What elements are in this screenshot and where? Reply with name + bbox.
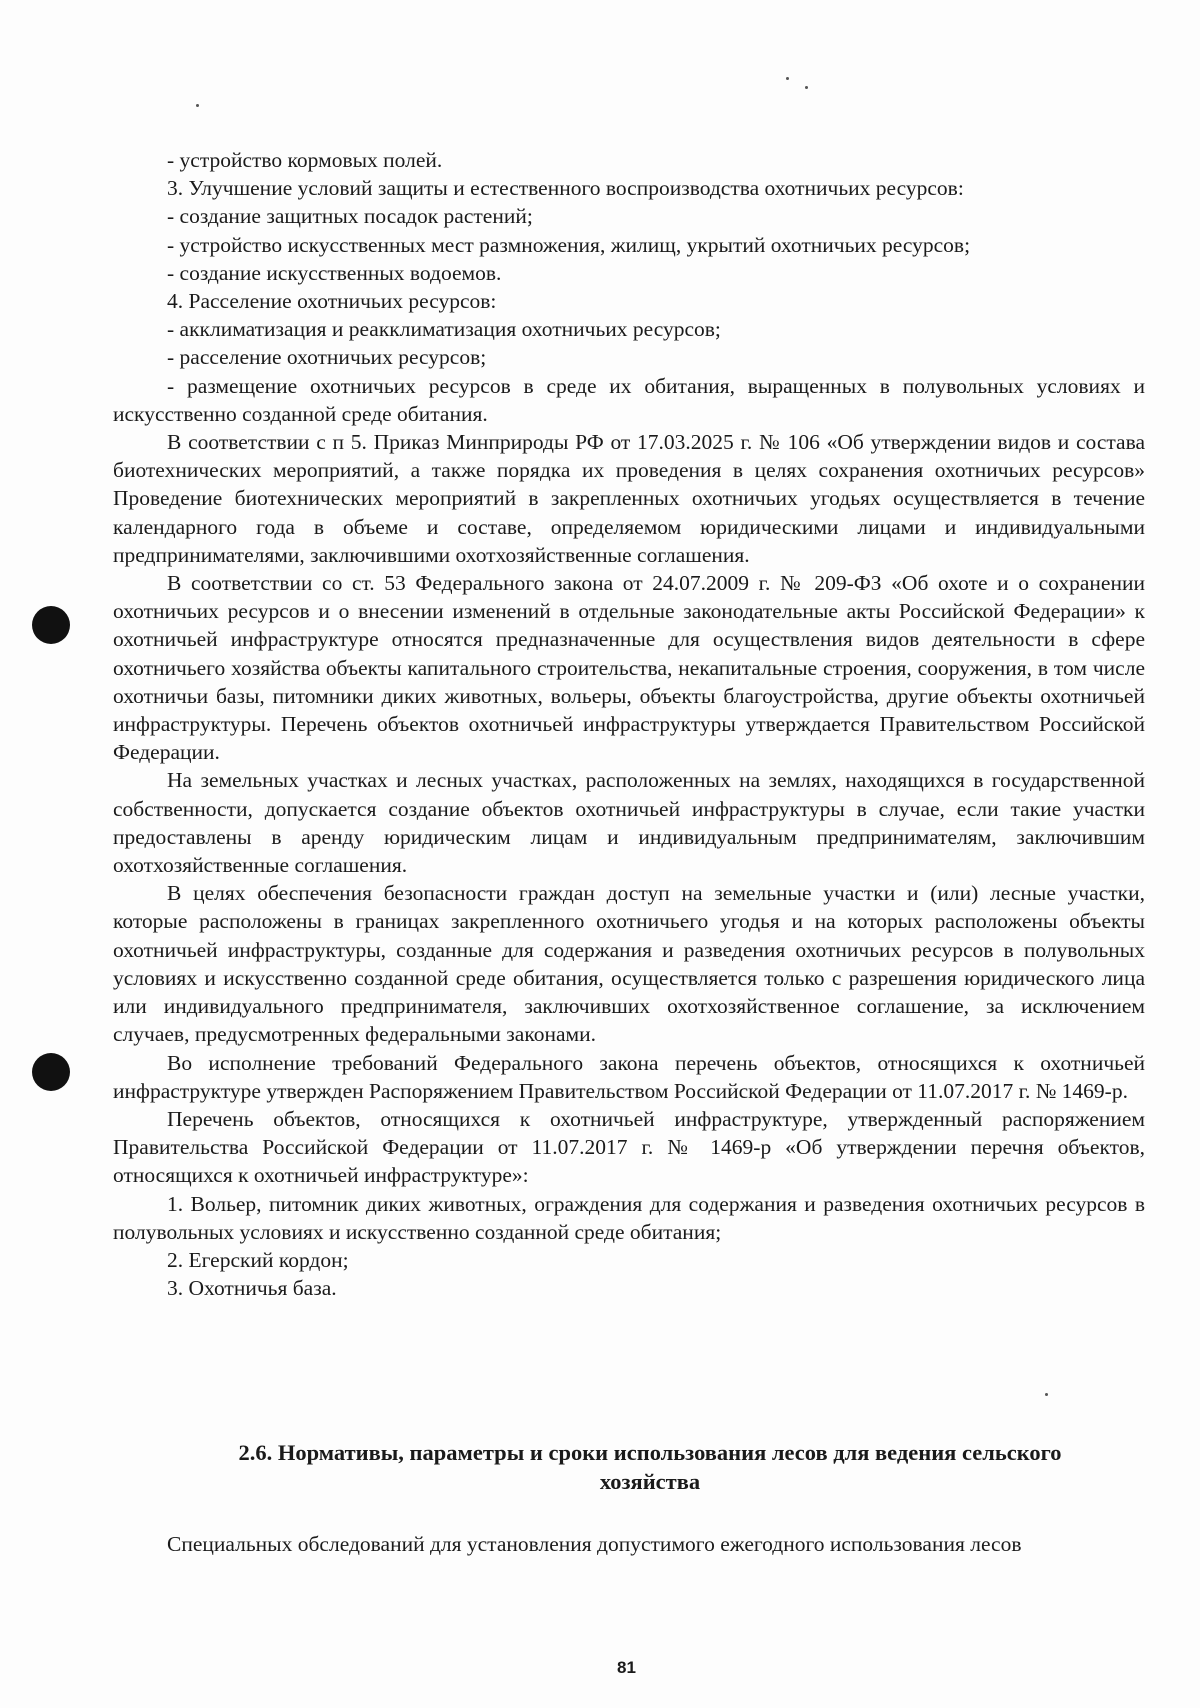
list-item: - устройство кормовых полей. xyxy=(167,148,443,172)
page-number: 81 xyxy=(617,1658,636,1677)
list-item: - расселение охотничьих ресурсов; xyxy=(167,345,487,370)
list-item: 2. Егерский кордон; xyxy=(167,1247,349,1272)
list-item: - размещение охотничьих ресурсов в среде их обитания, выращенных в полувольных условиях и искусственно созданной среде обитания. xyxy=(113,373,1145,426)
scan-speck xyxy=(786,77,789,80)
punch-hole xyxy=(32,1053,70,1091)
list-item: 1. Вольер, питомник диких животных, ограждения для содержания и разведения охотничьих ресурсов в полувольных условиях и искусственно созданной среде обитания; xyxy=(113,1191,1145,1244)
list-item: - акклиматизация и реакклиматизация охотничьих ресурсов; xyxy=(167,317,721,342)
paragraph: В соответствии со ст. 53 Федерального закона от 24.07.2009 г. № 209-ФЗ «Об охоте и о сохранении охотничьих ресурсов и о внесении изменений в отдельные законодательные акты Российской Федерации» к охотничьей инфраструктуре относятся предназначенные для осуществления видов деятельности в сфере охотничьего хозяйства объекты капитального строительства, некапитальные строения, сооружения, в том числе охотничьи базы, питомники диких животных, вольеры, объекты благоустройства, другие объекты охотничьей инфраструктуры. Перечень объектов охотничьей инфраструктуры утверждается Правительством Российской Федерации. xyxy=(113,571,1145,765)
paragraph: Во исполнение требований Федерального закона перечень объектов, относящихся к охотничьей инфраструктуре утвержден Распоряжением Правительством Российской Федерации от 11.07.2017 г. № 1469-р. xyxy=(113,1050,1145,1103)
scan-speck xyxy=(805,86,808,89)
paragraph: В целях обеспечения безопасности граждан доступ на земельные участки и (или) лесные участки, которые расположены в границах закрепленного охотничьего угодья и на которых расположены объекты охотничьей инфраструктуры, созданные для содержания и разведения охотничьих ресурсов в полувольных условиях и искусственно созданной среде обитания, осуществляется только с разрешения юридического лица или индивидуального предпринимателя, заключивших охотхозяйственное соглашение, за исключением случаев, предусмотренных федеральными законами. xyxy=(113,881,1145,1047)
paragraph: Перечень объектов, относящихся к охотничьей инфраструктуре, утвержденный распоряжением Правительства Российской Федерации от 11.07.2017 г. № 1469-р «Об утверждении перечня объектов, относящихся к охотничьей инфраструктуре»: xyxy=(113,1106,1145,1188)
paragraph: Специальных обследований для установления допустимого ежегодного использования лесов xyxy=(167,1532,1022,1556)
scan-speck xyxy=(196,104,199,107)
list-item: - создание защитных посадок растений; xyxy=(167,204,533,229)
body-text xyxy=(113,146,1145,1302)
list-item: 4. Расселение охотничьих ресурсов: xyxy=(167,289,497,314)
list-item: - устройство искусственных мест размножения, жилищ, укрытий охотничьих ресурсов; xyxy=(167,232,971,257)
paragraph: На земельных участках и лесных участках, расположенных на землях, находящихся в государственной собственности, допускается создание объектов охотничьей инфраструктуры в случае, если такие участки предоставлены в аренду юридическим лицам и индивидуальным предпринимателям, заключившим охотхозяйственные соглашения. xyxy=(113,768,1145,878)
punch-hole xyxy=(32,606,70,644)
paragraph: В соответствии с п 5. Приказ Минприроды РФ от 17.03.2025 г. № 106 «Об утверждении видов и состава биотехнических мероприятий, а также порядка их проведения в целях сохранения охотничьих ресурсов» Проведение биотехнических мероприятий в закрепленных охотничьих угодьях осуществляется в течение календарного года в объеме и составе, определяемом юридическими лицами и индивидуальными предпринимателями, заключившими охотхозяйственные соглашения. xyxy=(113,430,1145,567)
list-item: 3. Охотничья база. xyxy=(167,1276,337,1301)
list-item: 3. Улучшение условий защиты и естественного воспроизводства охотничьих ресурсов: xyxy=(167,176,964,201)
section-heading: 2.6. Нормативы, параметры и сроки использования лесов для ведения сельского хозяйства xyxy=(238,1440,1062,1494)
scan-speck xyxy=(1045,1393,1048,1396)
list-item: - создание искусственных водоемов. xyxy=(167,260,502,285)
